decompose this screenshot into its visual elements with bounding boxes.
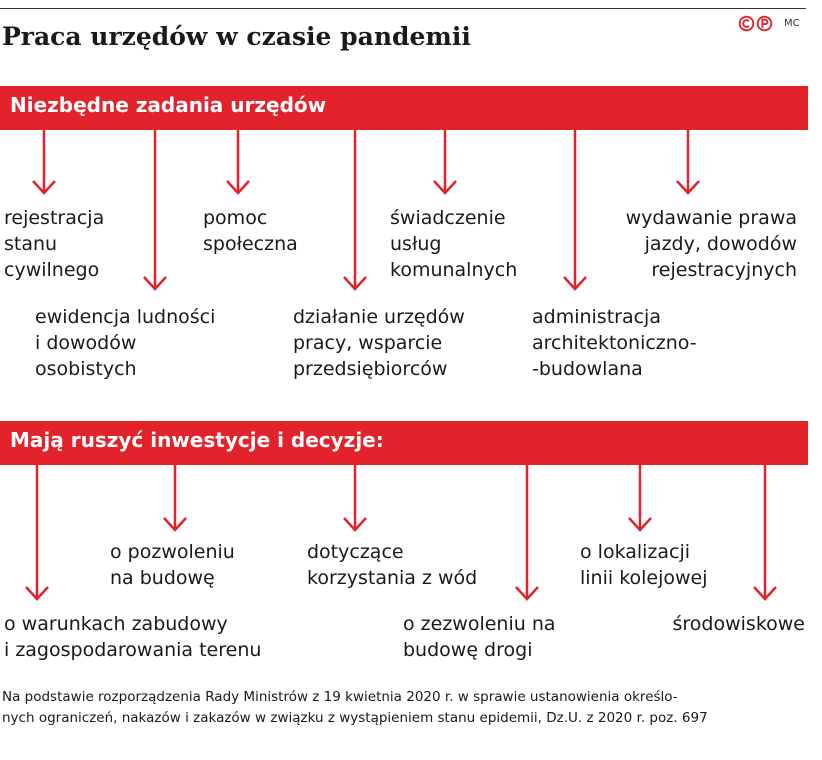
page-title: Praca urzędów w czasie pandemii bbox=[2, 22, 471, 51]
arrow-head bbox=[344, 277, 366, 289]
arrow-head bbox=[144, 277, 166, 289]
node-warunki-zabudowy: o warunkach zabudowy i zagospodarowania terenu bbox=[4, 613, 262, 661]
arrow-head bbox=[344, 518, 366, 530]
arrow-head bbox=[26, 587, 48, 599]
section-heading-investments bbox=[0, 421, 808, 465]
top-rule bbox=[0, 8, 806, 9]
credit-agency: MC bbox=[784, 17, 800, 29]
arrow-head bbox=[629, 518, 651, 530]
arrow-head bbox=[564, 277, 586, 289]
node-korzystanie-wod: dotyczące korzystania z wód bbox=[307, 541, 478, 589]
node-rejestracja: rejestracja stanu cywilnego bbox=[4, 207, 105, 281]
section-heading-label: Niezbędne zadania urzędów bbox=[10, 93, 327, 117]
node-zezwolenie-droga: o zezwoleniu na budowę drogi bbox=[403, 613, 556, 661]
node-wydawanie: wydawanie prawa jazdy, dowodów rejestracyjnych bbox=[625, 207, 797, 281]
credit bbox=[738, 13, 800, 33]
arrow-head bbox=[434, 181, 456, 193]
node-ewidencja: ewidencja ludności i dowodów osobistych bbox=[35, 306, 216, 380]
node-administracja: administracja architektoniczno- -budowlana bbox=[532, 306, 697, 380]
source-note: Na podstawie rozporządzenia Rady Ministrów z 19 kwietnia 2020 r. w sprawie ustanowienia określo- nych ograniczeń, nakazów i zakazów w związku z wystąpieniem stanu epidemii, Dz.U. z 2020 r. poz. 697 bbox=[2, 689, 708, 726]
arrow-head bbox=[516, 587, 538, 599]
arrow-head bbox=[33, 181, 55, 193]
section-heading-label: Mają ruszyć inwestycje i decyzje: bbox=[10, 428, 384, 452]
arrow-head bbox=[754, 587, 776, 599]
copyright-circle-icon bbox=[738, 15, 755, 32]
arrow-head bbox=[227, 181, 249, 193]
node-lokalizacja-kolej: o lokalizacji linii kolejowej bbox=[580, 541, 708, 589]
section-heading-essential-tasks bbox=[0, 86, 808, 130]
arrow-head bbox=[164, 518, 186, 530]
p-circle-icon bbox=[756, 15, 773, 32]
node-pozwolenie-budowa: o pozwoleniu na budowę bbox=[110, 541, 235, 589]
node-dzialanie: działanie urzędów pracy, wsparcie przedsiębiorców bbox=[293, 306, 465, 380]
arrow-head bbox=[677, 181, 699, 193]
node-pomoc: pomoc społeczna bbox=[203, 207, 298, 255]
node-srodowiskowe: środowiskowe bbox=[672, 613, 805, 635]
node-swiadczenie: świadczenie usług komunalnych bbox=[390, 207, 518, 281]
